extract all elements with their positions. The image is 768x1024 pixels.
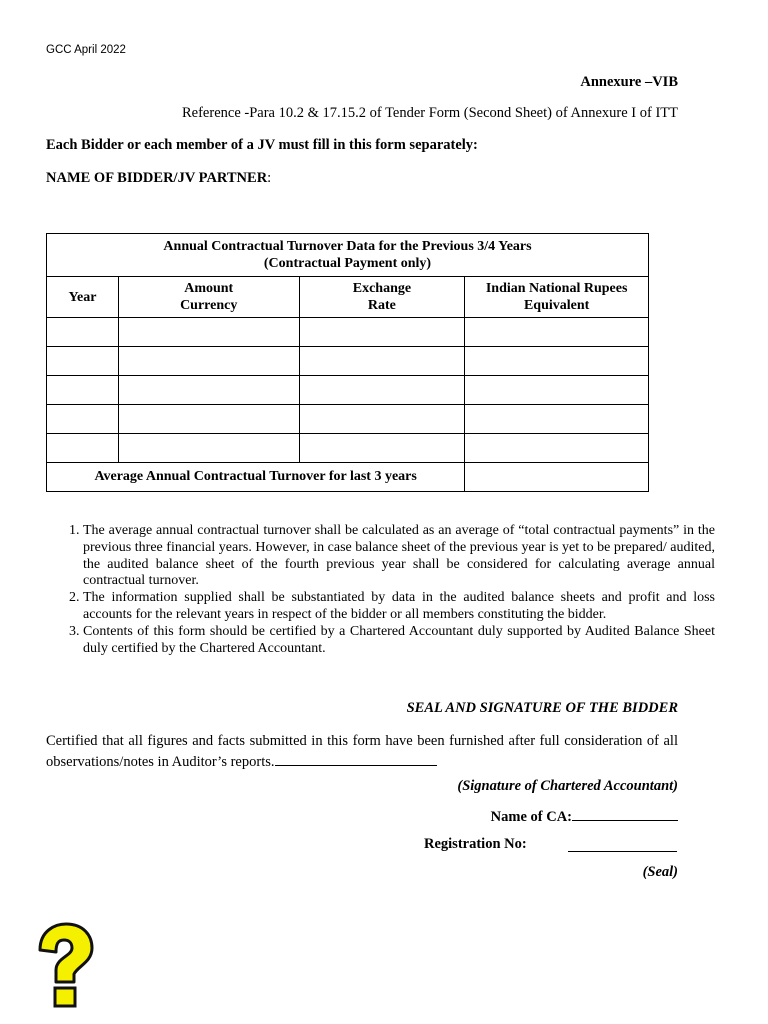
registration-blank-line[interactable] [568, 836, 677, 852]
col-inr-line1: Indian National Rupees [485, 281, 628, 296]
rate-cell[interactable] [299, 434, 465, 463]
col-inr-line2: Equivalent [523, 298, 590, 313]
col-amount-currency [118, 277, 299, 318]
table-title-row [47, 234, 649, 277]
turnover-table [46, 233, 649, 492]
question-mark-icon[interactable] [28, 920, 98, 1010]
table-row [47, 347, 649, 376]
amount-cell[interactable] [118, 434, 299, 463]
average-value-cell[interactable] [465, 463, 649, 492]
table-row [47, 376, 649, 405]
ca-name-blank-line[interactable] [572, 806, 678, 821]
col-amount-line2: Currency [180, 298, 238, 313]
inr-cell[interactable] [465, 347, 649, 376]
col-year: Year [47, 277, 119, 318]
instruction-text: Each Bidder or each member of a JV must fill in this form separately: [46, 137, 478, 153]
certification-blank-line[interactable] [275, 751, 437, 766]
ca-name-label: Name of CA: [490, 809, 572, 825]
registration-label: Registration No: [424, 836, 527, 852]
inr-cell[interactable] [465, 318, 649, 347]
table-header-row [47, 277, 649, 318]
note-item: 3. Contents of this form should be certified by a Chartered Accountant duly supported by Audited Balance Sheet duly certified by the Chartered Accountant. [83, 624, 715, 658]
year-cell[interactable] [47, 347, 119, 376]
seal-label: (Seal) [642, 864, 678, 880]
rate-cell[interactable] [299, 318, 465, 347]
bidder-name-colon: : [267, 170, 272, 186]
certification-statement [46, 731, 678, 772]
inr-cell[interactable] [465, 376, 649, 405]
ca-signature-label: (Signature of Chartered Accountant) [457, 778, 678, 794]
table-row [47, 318, 649, 347]
table-title [47, 234, 649, 277]
rate-cell[interactable] [299, 347, 465, 376]
table-title-line1: Annual Contractual Turnover Data for the Previous 3/4 Years [163, 239, 532, 254]
col-rate-line2: Rate [367, 298, 396, 313]
note-item: 2. The information supplied shall be substantiated by data in the audited balance sheets and profit and loss accounts for the relevant years in respect of the bidder or all members constituting the bidder. [83, 590, 715, 624]
seal-signature-heading: SEAL AND SIGNATURE OF THE BIDDER [406, 700, 678, 716]
certification-text: Certified that all figures and facts submitted in this form have been furnished after full consideration of all observations/notes in Auditor’s reports. [46, 733, 678, 770]
bidder-name-label-text: NAME OF BIDDER/JV PARTNER [46, 170, 268, 186]
amount-cell[interactable] [118, 405, 299, 434]
inr-cell[interactable] [465, 434, 649, 463]
year-cell[interactable] [47, 376, 119, 405]
average-row [47, 463, 649, 492]
ca-name-field [491, 806, 678, 826]
question-mark-icon-svg [28, 920, 98, 1010]
year-cell[interactable] [47, 434, 119, 463]
table-row [47, 434, 649, 463]
average-label: Average Annual Contractual Turnover for last 3 years [47, 463, 465, 492]
year-cell[interactable] [47, 405, 119, 434]
annexure-title: Annexure –VIB [580, 74, 678, 90]
amount-cell[interactable] [118, 376, 299, 405]
inr-cell[interactable] [465, 405, 649, 434]
col-amount-line1: Amount [184, 281, 234, 296]
amount-cell[interactable] [118, 318, 299, 347]
reference-line: Reference -Para 10.2 & 17.15.2 of Tender Form (Second Sheet) of Annexure I of ITT [182, 105, 678, 121]
notes-list [46, 523, 715, 657]
rate-cell[interactable] [299, 405, 465, 434]
note-item: 1. The average annual contractual turnover shall be calculated as an average of “total contractual payments” in the previous three financial years. However, in case balance sheet of the previous year is yet to be prepared/ audited, the audited balance sheet of the fourth previous year shall be considered for calculating average annual contractual turnover. [83, 523, 715, 590]
bidder-name-label [46, 170, 271, 187]
col-exchange-rate [299, 277, 465, 318]
table-title-line2: (Contractual Payment only) [263, 256, 432, 271]
col-rate-line1: Exchange [352, 281, 412, 296]
year-cell[interactable] [47, 318, 119, 347]
col-inr-equivalent [465, 277, 649, 318]
rate-cell[interactable] [299, 376, 465, 405]
header-tag: GCC April 2022 [46, 44, 126, 56]
table-row [47, 405, 649, 434]
amount-cell[interactable] [118, 347, 299, 376]
